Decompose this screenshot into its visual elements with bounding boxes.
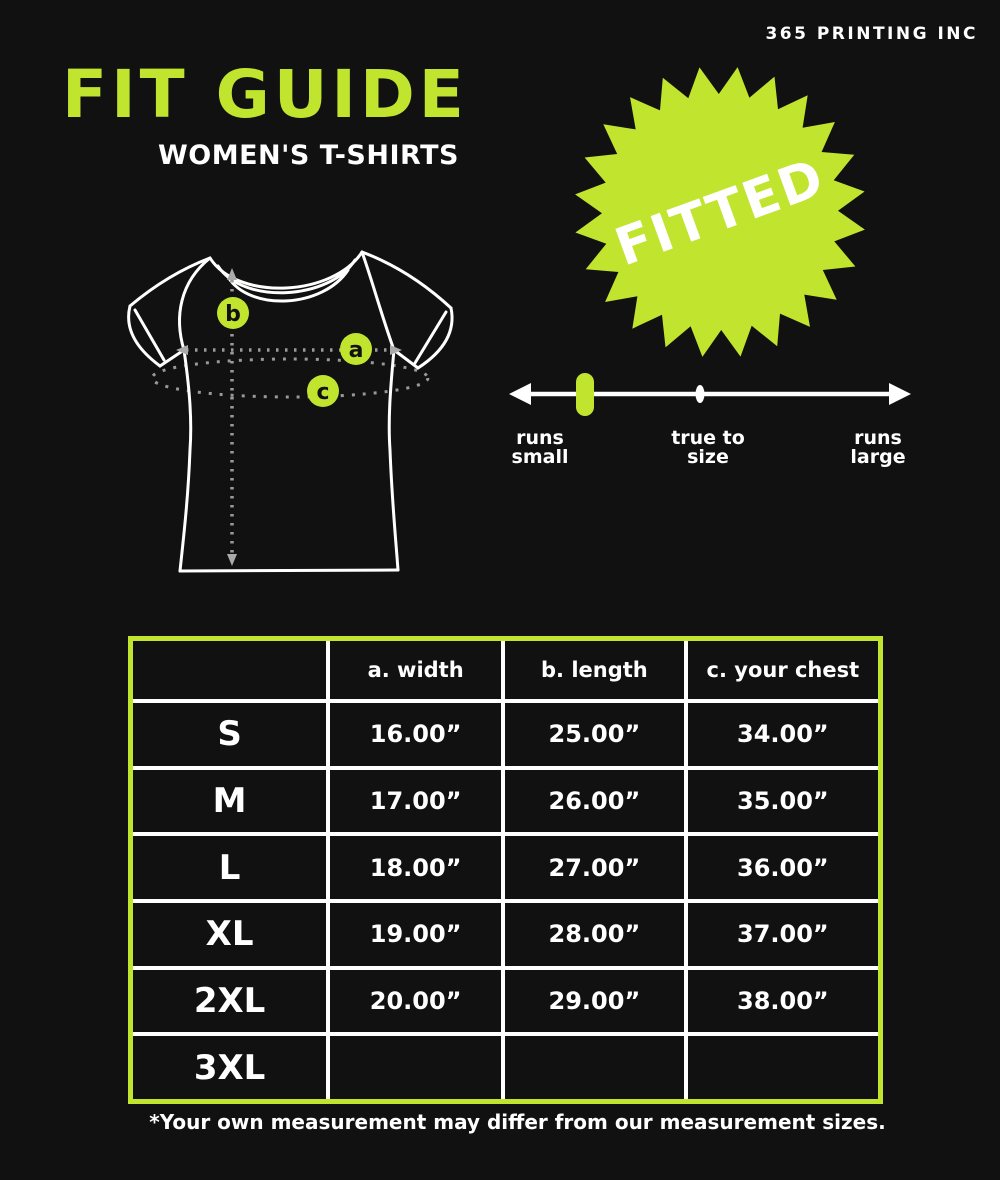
arrow-down-icon: [227, 554, 237, 566]
size-cell: 2XL: [133, 970, 326, 1033]
starburst-badge-svg: [572, 64, 868, 360]
tshirt-diagram: [110, 222, 470, 597]
scale-label-runs-large: [838, 429, 918, 467]
value-cell: 25.00”: [505, 703, 684, 766]
diagram-markers: [217, 297, 372, 407]
value-cell: 17.00”: [330, 770, 501, 833]
arrow-left-icon: [509, 383, 531, 405]
size-table: [128, 636, 883, 1104]
marker-c-label: c: [316, 380, 330, 405]
scale-label-line: runs: [516, 427, 564, 449]
table-header-length: b. length: [505, 641, 684, 699]
brand-name: 365 PRINTING INC: [765, 24, 978, 44]
true-to-size-tick: [696, 385, 705, 403]
sleeve-hem-line: [135, 310, 164, 360]
scale-label-true-to-size: [660, 429, 756, 467]
value-cell: 26.00”: [505, 770, 684, 833]
value-cell: 37.00”: [688, 903, 878, 966]
footnote: *Your own measurement may differ from our measurement sizes.: [149, 1110, 886, 1134]
marker-b-label: b: [225, 302, 241, 327]
size-cell: S: [133, 703, 326, 766]
marker-a-label: a: [348, 338, 364, 363]
fitted-badge: [572, 64, 868, 360]
size-cell: M: [133, 770, 326, 833]
value-cell: [688, 1036, 878, 1099]
page-title: FIT GUIDE: [62, 56, 468, 133]
armhole-seam: [180, 258, 210, 350]
value-cell: 28.00”: [505, 903, 684, 966]
value-cell: 34.00”: [688, 703, 878, 766]
fit-scale: [505, 362, 915, 426]
sleeve-hem-line: [415, 312, 446, 363]
value-cell: 19.00”: [330, 903, 501, 966]
size-cell: XL: [133, 903, 326, 966]
value-cell: [505, 1036, 684, 1099]
arrow-right-icon: [889, 383, 911, 405]
tshirt-outline: [129, 252, 452, 571]
page-subtitle: WOMEN'S T-SHIRTS: [158, 140, 459, 171]
scale-label-line: small: [511, 446, 569, 468]
value-cell: 18.00”: [330, 836, 501, 899]
badge-label: FITTED: [607, 147, 833, 279]
fit-marker: [576, 373, 594, 416]
value-cell: 20.00”: [330, 970, 501, 1033]
value-cell: 29.00”: [505, 970, 684, 1033]
chest-ellipse-line: [152, 359, 428, 397]
value-cell: 16.00”: [330, 703, 501, 766]
table-header-chest: c. your chest: [688, 641, 878, 699]
value-cell: 35.00”: [688, 770, 878, 833]
value-cell: 27.00”: [505, 836, 684, 899]
size-cell: L: [133, 836, 326, 899]
scale-label-line: runs: [854, 427, 902, 449]
table-header-cell: [133, 641, 326, 699]
scale-label-line: large: [850, 446, 906, 468]
armhole-seam: [362, 252, 394, 350]
size-cell: 3XL: [133, 1036, 326, 1099]
value-cell: 38.00”: [688, 970, 878, 1033]
scale-label-line: size: [687, 446, 729, 468]
measurement-lines: [176, 268, 402, 566]
scale-label-line: true to: [671, 427, 745, 449]
value-cell: 36.00”: [688, 836, 878, 899]
table-header-width: a. width: [330, 641, 501, 699]
value-cell: [330, 1036, 501, 1099]
scale-label-runs-small: [500, 429, 580, 467]
